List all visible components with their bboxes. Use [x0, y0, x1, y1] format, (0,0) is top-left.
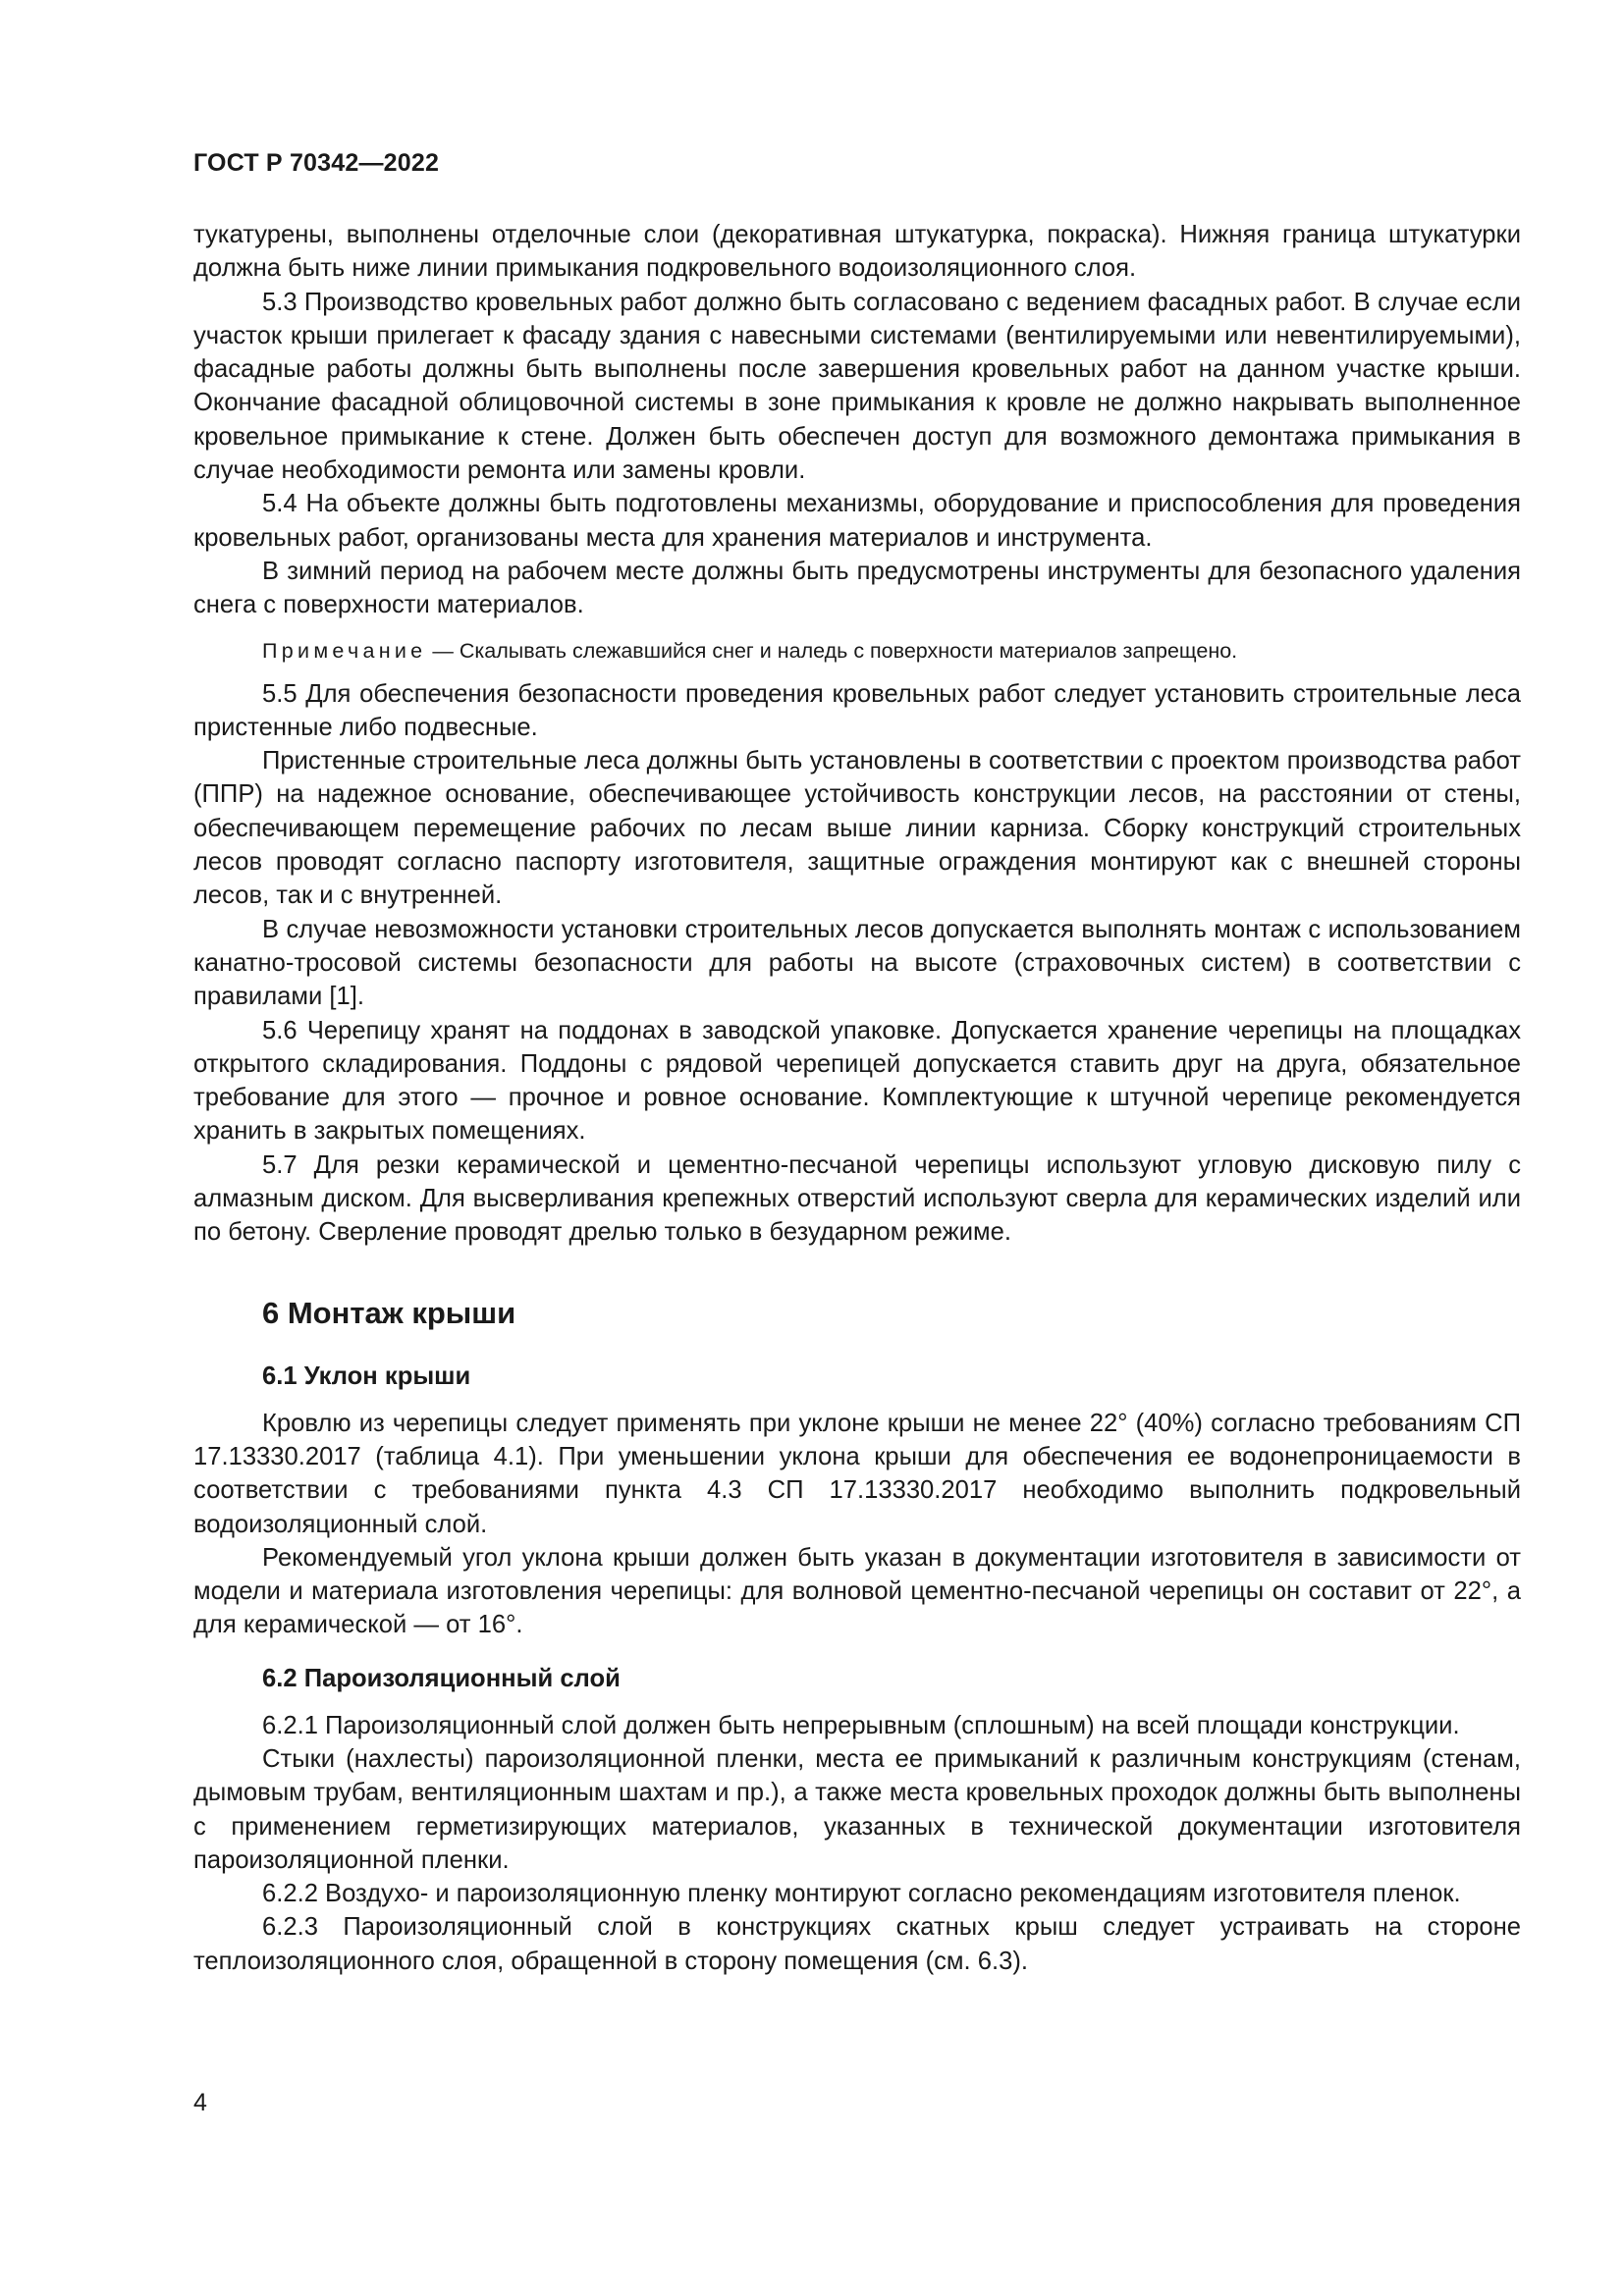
paragraph-6-2-2: 6.2.2 Воздухо- и пароизоляционную пленку монтируют согласно рекомендациям изготовителя пленок. — [262, 1880, 1461, 1908]
paragraph-6-2-3: 6.2.3 Пароизоляционный слой в конструкциях скатных крыш следует устраивать на стороне теплоизоляционного слоя, обращенной в сторону помещения (см. 6.3). — [193, 1913, 1521, 1975]
paragraph-5-7: 5.7 Для резки керамической и цементно-песчаной черепицы используют угловую дисковую пилу с алмазным диском. Для высверливания крепежных отверстий используют сверла для керамических изделий или по бетону. Сверление проводят дрелью только в безударном режиме. — [193, 1150, 1521, 1247]
paragraph-6-1-b: Рекомендуемый угол уклона крыши должен быть указан в документации изготовителя в зависимости от модели и материала изготовления черепицы: для волновой цементно-песчаной черепицы он составит от 22°, а для керамической — от 16°. — [193, 1543, 1521, 1639]
note — [193, 636, 1521, 666]
page-number: 4 — [193, 2089, 207, 2116]
paragraph-safety-system: В случае невозможности установки строительных лесов допускается выполнять монтаж с использованием канатно-тросовой системы безопасности для работы на высоте (страховочных систем) в соответствии с правилами [1]. — [193, 915, 1521, 1011]
document-header: ГОСТ Р 70342—2022 — [193, 149, 440, 177]
section-6-title: 6 Монтаж крыши — [262, 1295, 516, 1330]
paragraph-5-3: 5.3 Производство кровельных работ должно быть согласовано с ведением фасадных работ. В случае если участок крыши прилегает к фасаду здания с навесными системами (вентилируемыми или невентилируемыми), фасадные работы должны быть выполнены после завершения кровельных работ на данном участке крыши. Окончание фасадной облицовочной системы в зоне примыкания к кровле не должно накрывать выполненное кровельное примыкание к стене. Должен быть обеспечен доступ для возможного демонтажа примыкания в случае необходимости ремонта или замены кровли. — [193, 288, 1521, 485]
note-label: Примечание — [262, 638, 427, 663]
paragraph-joints: Стыки (нахлесты) пароизоляционной пленки, места ее примыканий к различным конструкциям (стенам, дымовым трубам, вентиляционным шахтам и пр.), а также места кровельных проходок должны быть выполнены с применением герметизирующих материалов, указанных в технической документации изготовителя пароизоляционной пленки. — [193, 1744, 1521, 1874]
paragraph-5-4: 5.4 На объекте должны быть подготовлены механизмы, оборудование и приспособления для проведения кровельных работ, организованы места для хранения материалов и инструмента. — [193, 490, 1521, 552]
paragraph-continuation: тукатурены, выполнены отделочные слои (декоративная штукатурка, покраска). Нижняя граница штукатурки должна быть ниже линии примыкания подкровельного водоизоляционного слоя. — [193, 221, 1521, 283]
paragraph-6-2-1: 6.2.1 Пароизоляционный слой должен быть непрерывным (сплошным) на всей площади конструкции. — [262, 1711, 1460, 1739]
paragraph-6-1-a: Кровлю из черепицы следует применять при уклоне крыши не менее 22° (40%) согласно требованиям СП 17.13330.2017 (таблица 4.1). При уменьшении уклона крыши для обеспечения ее водонепроницаемости в соответствии с требованиями пункта 4.3 СП 17.13330.2017 необходимо выполнить подкровельный водоизоляционный слой. — [193, 1409, 1521, 1538]
paragraph-5-5: 5.5 Для обеспечения безопасности проведения кровельных работ следует установить строительные леса пристенные либо подвесные. — [193, 679, 1521, 741]
note-text: — Скалывать слежавшийся снег и наледь с поверхности материалов запрещено. — [426, 638, 1238, 663]
document-body — [193, 218, 1521, 1978]
paragraph-5-6: 5.6 Черепицу хранят на поддонах в заводской упаковке. Допускается хранение черепицы на площадках открытого складирования. Поддоны с рядовой черепицей допускается ставить друг на друга, обязательное требование для этого — прочное и ровное основание. Комплектующие к штучной черепице рекомендуется хранить в закрытых помещениях. — [193, 1016, 1521, 1146]
subsection-6-2-title: 6.2 Пароизоляционный слой — [262, 1664, 621, 1692]
paragraph-scaffolding: Пристенные строительные леса должны быть установлены в соответствии с проектом производства работ (ППР) на надежное основание, обеспечивающее устойчивость конструкции лесов, на расстоянии от стены, обеспечивающем перемещение рабочих по лесам выше линии карниза. Сборку конструкций строительных лесов проводят согласно паспорту изготовителя, защитные ограждения монтируют как с внешней стороны лесов, так и с внутренней. — [193, 747, 1521, 910]
subsection-6-1-title: 6.1 Уклон крыши — [262, 1362, 471, 1390]
paragraph-winter: В зимний период на рабочем месте должны быть предусмотрены инструменты для безопасного удаления снега с поверхности материалов. — [193, 557, 1521, 619]
